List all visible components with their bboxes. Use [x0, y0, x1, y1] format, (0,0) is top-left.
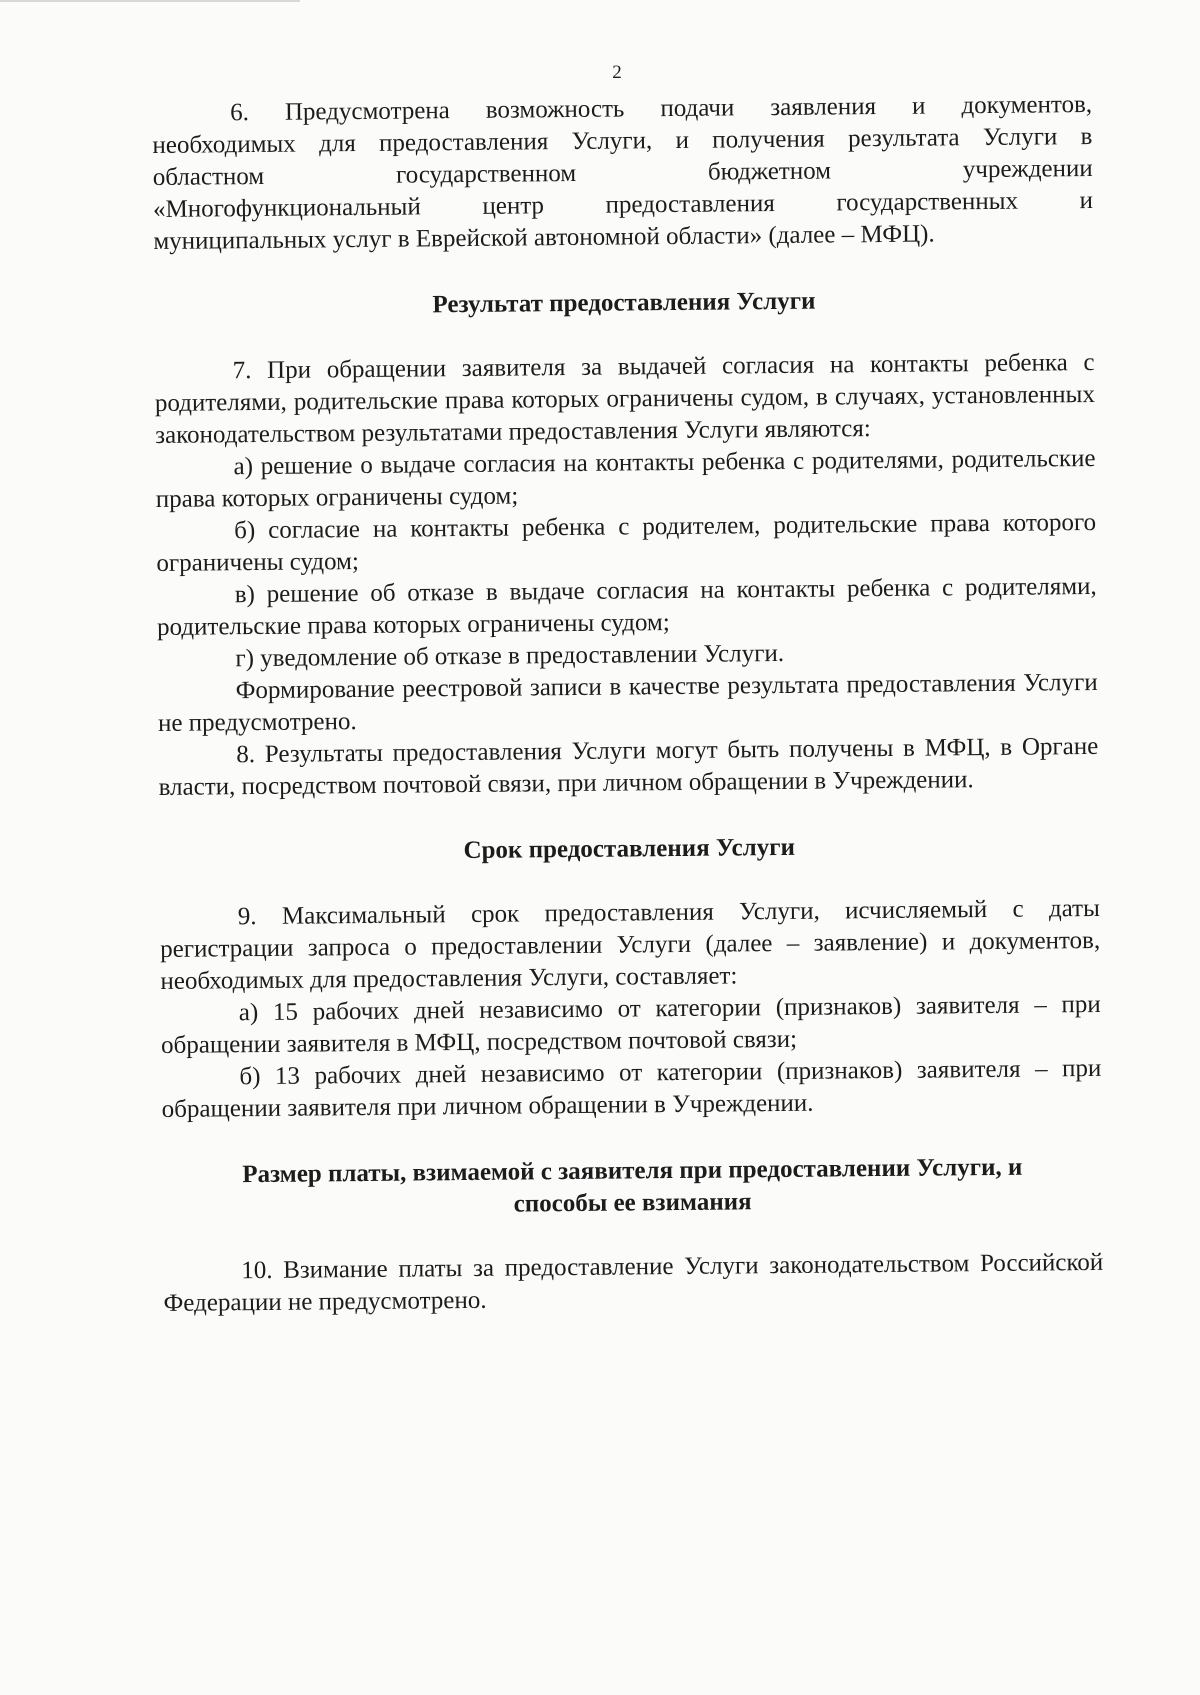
paragraph-8: 8. Результаты предоставления Услуги могут быть получены в МФЦ, в Органе власти, посредством почтовой связи, при личном обращении в Учреждении. — [158, 732, 1099, 801]
word: бюджетном — [707, 157, 832, 186]
word: «Многофункциональный — [152, 193, 421, 223]
paragraph-6-line-2: необходимых для предоставления Услуги, и получения результата Услуги в — [152, 122, 1093, 159]
paragraph-6-line-1: 6. Предусмотрена возможность подачи заявления и документов, — [230, 90, 1093, 127]
word: государственном — [395, 159, 577, 189]
paragraph-9-b: б) 13 рабочих дней независимо от категории (признаков) заявителя – при обращении заявителя при личном обращении в Учреждении. — [161, 1054, 1102, 1123]
paragraph-7: 7. При обращении заявителя за выдачей согласия на контакты ребенка с родителями, родительские права которых ограничены судом, в случаях, установленных законодательством результатами предоставления Услуги являются: — [154, 348, 1096, 449]
heading-result: Результат предоставления Услуги — [432, 287, 816, 319]
heading-fee-line-1: Размер платы, взимаемой с заявителя при предоставлении Услуги, и — [242, 1153, 1023, 1189]
paragraph-6-line-5: муниципальных услуг в Еврейской автономной области» (далее – МФЦ). — [153, 220, 935, 255]
word: и — [1079, 186, 1094, 215]
word: предоставления — [605, 190, 775, 219]
heading-fee — [162, 1151, 1103, 1224]
paragraph-7-e: Формирование реестровой записи в качестве результата предоставления Услуги не предусмотрено. — [157, 668, 1098, 737]
document-body — [152, 89, 1104, 1320]
paragraph-9-a: а) 15 рабочих дней независимо от категории (признаков) заявителя – при обращении заявителя в МФЦ, посредством почтовой связи; — [160, 990, 1101, 1059]
word: областном — [152, 162, 265, 191]
word: учреждении — [962, 154, 1093, 184]
paragraph-10: 10. Взимание платы за предоставление Услуги законодательством Российской Федерации не предусмотрено. — [163, 1248, 1104, 1317]
heading-term: Срок предоставления Услуги — [463, 833, 796, 865]
scan-edge-line — [0, 0, 300, 2]
paragraph-6 — [152, 89, 1093, 258]
paragraph-7-c: в) решение об отказе в выдаче согласия на контакты ребенка с родителями, родительские права которых ограничены судом; — [156, 572, 1097, 641]
word: центр — [482, 192, 545, 220]
heading-fee-line-2: способы ее взимания — [513, 1188, 752, 1218]
page-number: 2 — [612, 62, 622, 83]
paragraph-7-a: а) решение о выдаче согласия на контакты ребенка с родителями, родительские права которых ограничены судом; — [155, 444, 1096, 513]
paragraph-9: 9. Максимальный срок предоставления Услуги, исчисляемый с даты регистрации запроса о предоставлении Услуги (далее – заявление) и документов, необходимых для предоставления Услуги, составляет: — [160, 894, 1101, 995]
word: государственных — [836, 187, 1019, 217]
paragraph-7-d: г) уведомление об отказе в предоставлении Услуги. — [235, 639, 785, 673]
paragraph-7-b: б) согласие на контакты ребенка с родителем, родительские права которого ограничены судом; — [156, 508, 1097, 577]
